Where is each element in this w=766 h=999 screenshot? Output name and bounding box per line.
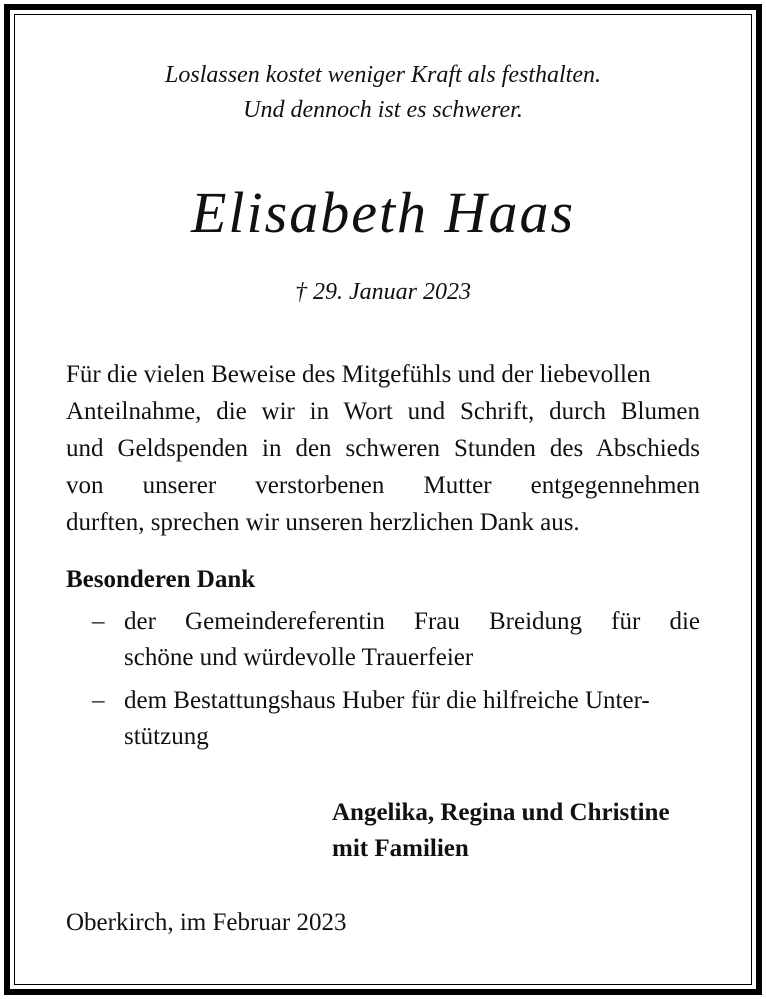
body-line-3: und Geldspenden in den schweren Stunden des Abschieds <box>66 435 700 462</box>
thanks-item-2-dash: – <box>92 687 105 714</box>
place-date: Oberkirch, im Februar 2023 <box>66 909 347 936</box>
body-line-4: von unserer verstorbenen Mutter entgegennehmen <box>66 472 700 499</box>
body-line-5: durften, sprechen wir unseren herzlichen Dank aus. <box>66 509 580 536</box>
thanks-item-2-line-1: dem Bestattungshaus Huber für die hilfreiche Unter- <box>124 687 650 714</box>
motto-line-1: Loslassen kostet weniger Kraft als festhalten. <box>165 62 601 88</box>
death-date: † 29. Januar 2023 <box>295 279 471 305</box>
thanks-heading: Besonderen Dank <box>66 566 256 593</box>
deceased-name: Elisabeth Haas <box>190 180 576 245</box>
body-line-1: Für die vielen Beweise des Mitgefühls und der liebevollen <box>66 361 651 388</box>
signature-line-1: Angelika, Regina und Christine <box>332 799 670 826</box>
thanks-item-1-line-2: schöne und würdevolle Trauerfeier <box>124 644 474 671</box>
thanks-item-1-line-1: der Gemeindereferentin Frau Breidung für die <box>124 608 700 635</box>
thanks-item-2-line-2: stützung <box>124 723 209 750</box>
signature-line-2: mit Familien <box>332 835 469 862</box>
thanks-item-1-dash: – <box>92 608 105 635</box>
body-line-2: Anteilnahme, die wir in Wort und Schrift, durch Blumen <box>66 398 700 425</box>
motto-line-2: Und dennoch ist es schwerer. <box>243 97 523 123</box>
